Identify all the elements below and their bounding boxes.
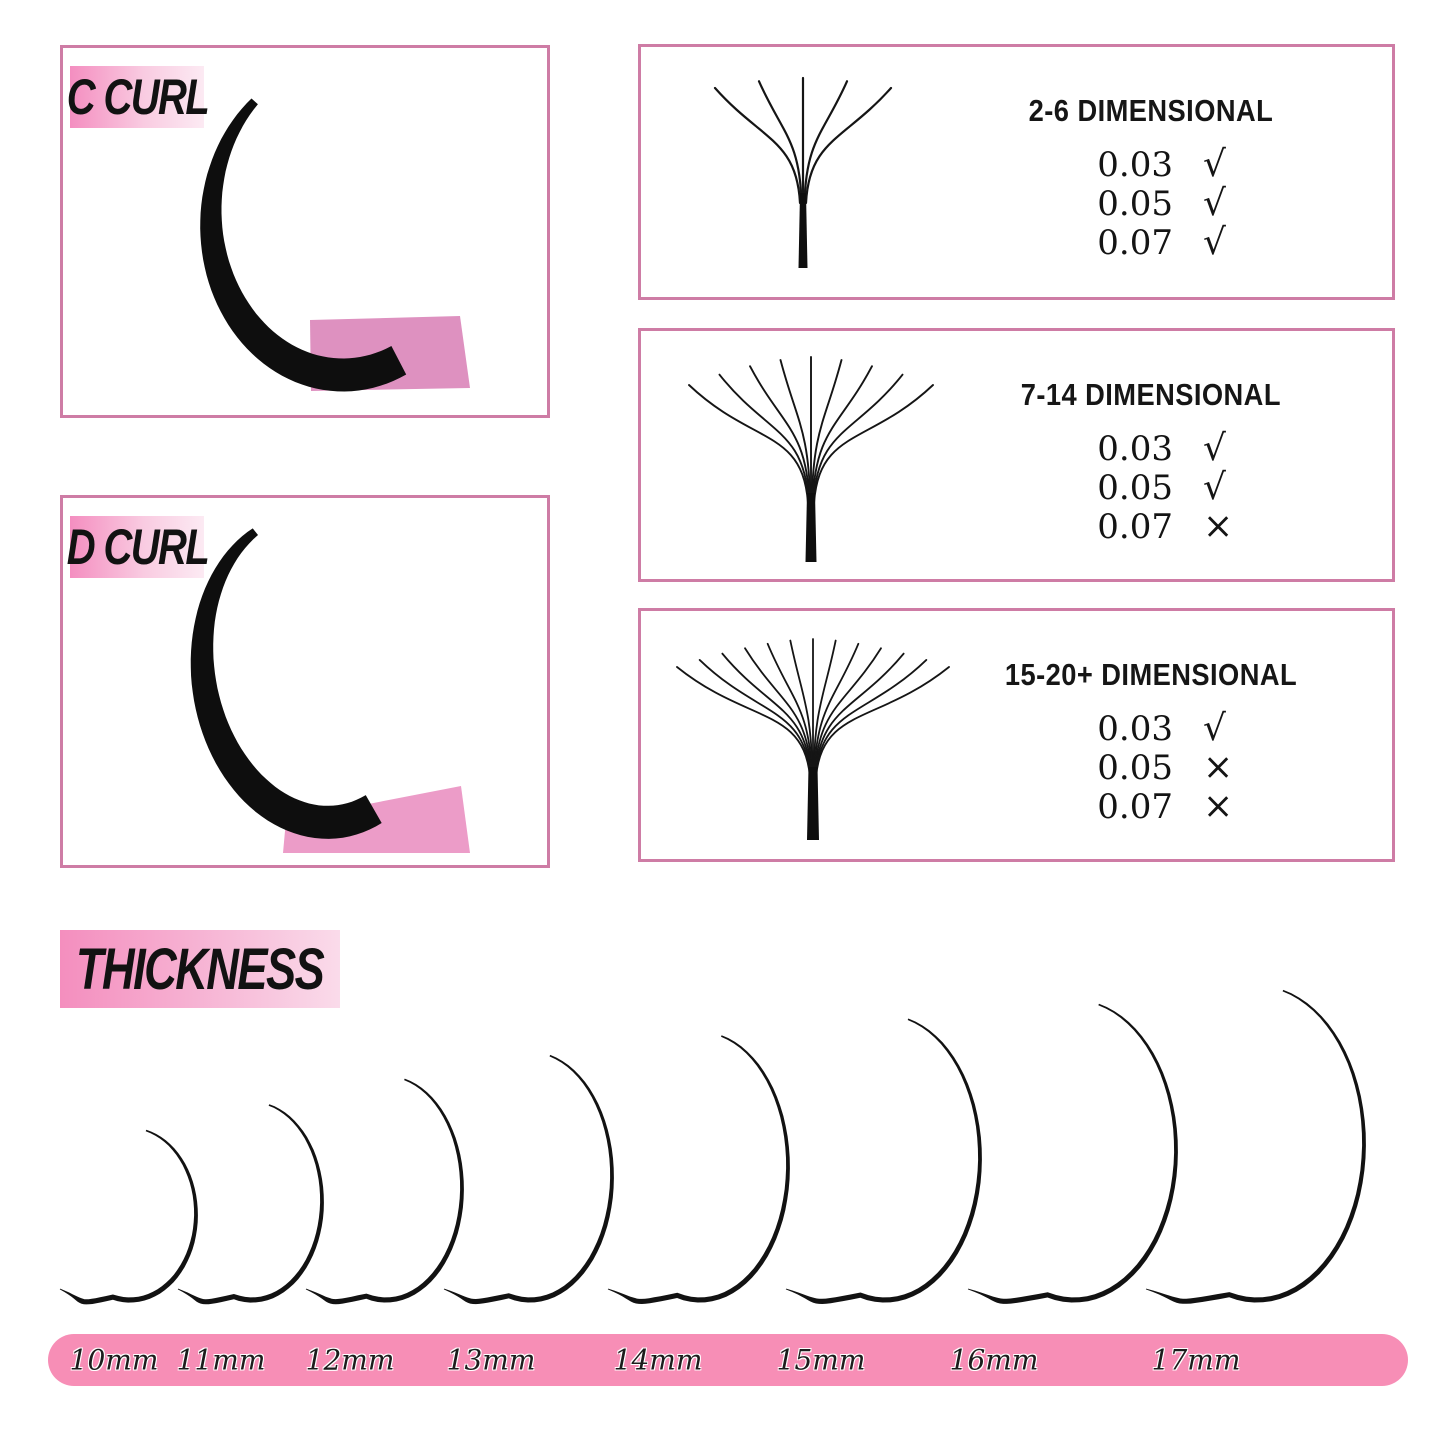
check-mark: √ [1203,144,1226,185]
thickness-value: 0.03 [1097,429,1173,469]
thickness-section-label: THICKNESS [76,936,324,1002]
length-label-15mm: 15mm [776,1343,866,1377]
length-label-12mm: 12mm [305,1343,395,1377]
d-curl-label: D CURL [66,519,208,575]
length-scale-bar [48,1334,1408,1386]
dimensional-title-text: 15-20+ DIMENSIONAL [1004,657,1298,692]
thickness-value: 0.03 [1097,709,1173,749]
thickness-value: 0.05 [1097,748,1173,788]
length-label-17mm: 17mm [1151,1343,1241,1377]
cross-mark: × [1203,506,1234,547]
length-label-13mm: 13mm [446,1343,536,1377]
length-label-10mm: 10mm [69,1343,159,1377]
check-mark: √ [1203,428,1226,469]
check-mark: √ [1203,467,1226,508]
check-mark: √ [1203,183,1226,224]
length-label-11mm: 11mm [176,1343,266,1377]
thickness-value: 0.03 [1097,145,1173,185]
length-label-14mm: 14mm [613,1343,703,1377]
dimensional-title-text: 2-6 DIMENSIONAL [1028,93,1274,128]
thickness-value: 0.05 [1097,184,1173,224]
check-mark: √ [1203,708,1226,749]
c-curl-label: C CURL [66,69,208,125]
check-mark: √ [1203,222,1226,263]
thickness-value: 0.05 [1097,468,1173,508]
thickness-value: 0.07 [1097,787,1173,827]
cross-mark: × [1203,786,1234,827]
thickness-value: 0.07 [1097,507,1173,547]
cross-mark: × [1203,747,1234,788]
dimensional-title-text: 7-14 DIMENSIONAL [1020,377,1282,412]
length-label-16mm: 16mm [949,1343,1039,1377]
thickness-value: 0.07 [1097,223,1173,263]
